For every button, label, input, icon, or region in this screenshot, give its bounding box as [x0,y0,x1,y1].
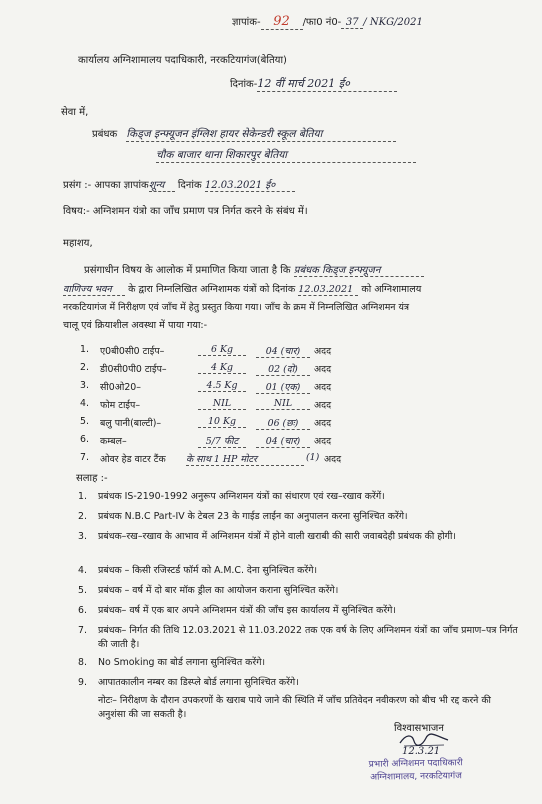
advice-num: 5. [78,585,87,596]
ref-label: ज्ञापांक- [232,17,261,28]
date-label: दिनांक- [230,79,258,90]
advice-text: प्रबंधक N.B.C Part-IV के टेबल 23 के गाईड लाईन का अनुपालन करना सुनिश्चित करेंगे। [98,511,408,522]
closing: विश्वासभाजन [394,723,444,734]
equipment-count: NIL [256,398,310,410]
equipment-num: 4. [80,398,89,409]
equipment-unit: अदद [314,400,332,411]
subject-ref-date: 12.03.2021 ई० [205,177,295,192]
equipment-qty: के साथ 1 HP मोटर [186,452,304,466]
reference-line [232,14,423,30]
body-text-1: प्रसंगाधीन विषय के आलोक में प्रमाणित किया जाता है कि [84,265,291,276]
file-suffix: / NKG/2021 [363,17,423,28]
equipment-name: ओवर हेड वाटर टैंक [100,454,166,465]
office-name: कार्यालय अग्निशामालय पदाधिकारी, नरकटियागंज(बेतिया) [78,55,287,66]
advice-text: प्रबंधक IS-2190-1992 अनुरूप अग्निशमन यंत्रों का संधारण एवं रख–रखाव करेंगें। [98,491,385,502]
body-line-4: चालू एवं क्रियाशील अवस्था में पाया गया:- [63,320,208,331]
recipient-address: चौक बाजार थाना शिकारपुर बेतिया [156,148,416,163]
date-line [230,76,397,92]
recipient-line-1 [92,126,396,142]
equipment-qty: 10 Kg [198,416,246,428]
equipment-num: 3. [80,380,89,391]
equipment-unit: अदद [314,418,332,429]
equipment-count: 02 (दो) [256,362,310,376]
stamp-line-1: प्रभारी अग्निशमन पदाधिकारी [368,758,463,770]
advice-text: आपातकालीन नम्बर का डिस्प्ले बोर्ड लगाना सुनिश्चित करेंगे। [98,677,299,688]
advice-text: प्रबंधक– निर्गत की तिथि 12.03.2021 से 11.03.2022 तक एक वर्ष के लिए अग्निशमन यंत्रों का जाँच प्रमाण–पत्र निर्गत की जाती है। [98,625,518,650]
stamp-line-2: अग्निशामालय, नरकटियागंज [370,771,462,783]
advice-num: 6. [78,605,87,616]
equipment-name: ए0बी0सी0 टाईप– [100,346,165,357]
equipment-count: 04 (चार) [256,344,310,358]
equipment-name: कम्बल– [100,436,127,447]
equipment-qty: NIL [198,398,246,410]
equipment-unit: अदद [314,346,332,357]
equipment-name: सी0ओ20– [100,382,141,393]
file-label: /फा0 नं0- [302,17,342,28]
body-handwritten-2: वाणिज्य भवन [63,282,125,296]
equipment-num: 7. [80,452,89,463]
body-text-2-end: को अग्निशामालय [361,284,422,295]
equipment-num: 5. [80,416,89,427]
subject-ref-number: शून्य [149,177,175,192]
date-value: 12 वीं मार्च 2021 ई० [257,76,397,92]
equipment-qty: 5/7 फीट [198,434,246,448]
equipment-num: 2. [80,362,89,373]
advice-text: प्रबंधक – किसी रजिस्टर्ड फॉर्म को A.M.C. देना सुनिश्चित करेंगे। [98,565,318,576]
equipment-unit: अदद [324,454,342,465]
subject-ref-label: प्रसंग :- आपका ज्ञापांक [63,180,149,191]
subject-line: विषय:- अग्निशमन यंत्रो का जाँच प्रमाण पत्र निर्गत करने के संबंध में। [63,206,308,217]
equipment-num: 6. [80,434,89,445]
body-handwritten-1: प्रबंधक किड्ज इन्फ्यूजन [294,262,424,277]
subject-ref-date-label: दिनांक [177,180,202,191]
advice-num: 1. [78,491,87,502]
advice-title: सलाह :- [76,473,108,484]
body-line-1 [84,262,424,277]
advice-num: 8. [78,657,87,668]
equipment-count: 01 (एक) [256,380,310,394]
body-line-2 [63,282,421,296]
note: नोटः– निरीक्षण के दौरान उपकरणों के खराब पाये जाने की स्थिति में जाँच प्रतिवेदन नवीकरण को बीच भी रद्द करने की अनुशंसा की जा सकती है। [98,695,491,720]
to-label: सेवा में, [61,107,89,118]
body-text-2: के द्वारा निम्नलिखित अग्निशामक यंत्रों को दिनांक [128,284,296,295]
subject-reference [63,177,295,192]
equipment-qty: 4 Kg [198,362,246,374]
ref-number: 92 [261,14,303,30]
advice-text: प्रबंधक – वर्ष में दो बार मॉक ड्रील का आयोजन कराना सुनिश्चित करेंगे। [98,585,339,596]
equipment-unit: अदद [314,364,332,375]
body-line-3: नरकटियागंज में निरीक्षण एवं जाँच में हेतु प्रस्तुत किया गया। जाँच के क्रम में निम्नलिखित अग्निशमन यंत्र [63,302,410,313]
advice-num: 3. [78,531,87,542]
equipment-qty: 4.5 Kg [198,380,246,392]
advice-text: No Smoking का बोर्ड लगाना सुनिश्चित करेंगे। [98,657,266,668]
equipment-count: (1) [306,452,320,463]
equipment-unit: अदद [314,436,332,447]
recipient-line-2 [156,148,416,163]
recipient-prefix: प्रबंधक [92,129,118,140]
equipment-count: 04 (चार) [256,434,310,448]
equipment-count: 06 (छः) [256,416,310,430]
salutation: महाशय, [63,238,93,249]
recipient-name: किड्ज इन्फ्यूजन इंग्लिश हायर सेकेन्डरी स्कूल बेतिया [126,127,396,142]
advice-text: प्रबंधक– वर्ष में एक बार अपने अग्निशमन यंत्रों की जाँच इस कार्यालय में सुनिश्चित करेंगे। [98,605,396,616]
file-number: 37 [341,17,363,29]
equipment-name: डी0सी0पी0 टाईप– [100,364,167,375]
official-stamp [336,757,497,794]
equipment-name: बलु पानी(बाल्टी)– [100,418,162,429]
advice-num: 2. [78,511,87,522]
body-date: 12.03.2021 [298,284,358,296]
equipment-qty: 6 Kg [198,344,246,356]
equipment-name: फोम टाईप– [100,400,141,411]
advice-num: 9. [78,677,87,688]
equipment-unit: अदद [314,382,332,393]
advice-num: 7. [78,625,87,636]
signature-date: 12.3.21 [402,746,441,757]
advice-text: प्रबंधक–रख–रखाव के आभाव में अग्निशमन यंत्रों में होने वाली खराबी की सारी जवाबदेही प्रबंधक की होगी। [98,531,456,542]
equipment-num: 1. [80,344,89,355]
advice-num: 4. [78,565,87,576]
